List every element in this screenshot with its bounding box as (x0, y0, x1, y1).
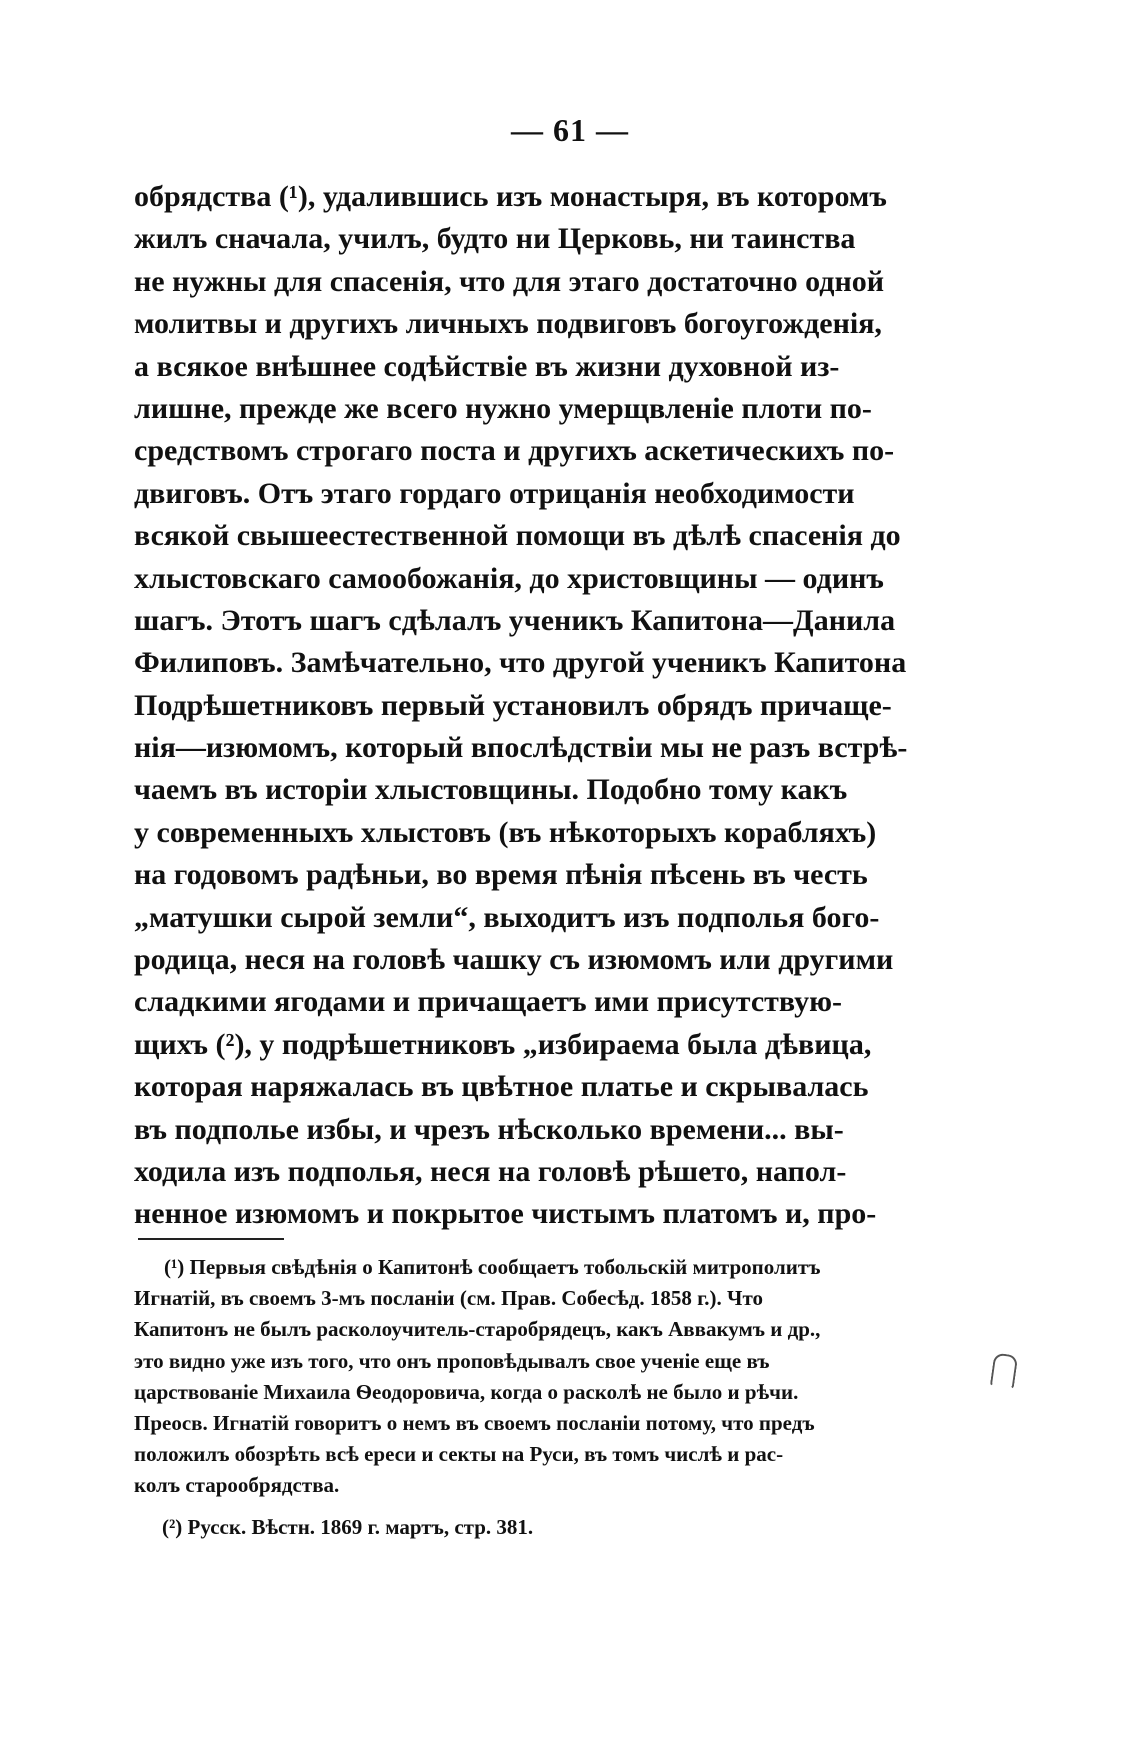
text-line: молитвы и другихъ личныхъ подвиговъ богоугожденія, (134, 307, 882, 341)
text-line: жилъ сначала, училъ, будто ни Церковь, ни таинства (134, 222, 856, 256)
text-line: Подрѣшетниковъ первый установилъ обрядъ причаще- (134, 688, 892, 722)
text-line: нія—изюмомъ, который впослѣдствіи мы не разъ встрѣ- (134, 731, 908, 765)
footnote-line: это видно уже изъ того, что онъ проповѣдывалъ свое ученіе еще въ (134, 1348, 770, 1373)
footnote-line: Капитонъ не былъ расколоучитель-старобрядецъ, какъ Аввакумъ и др., (134, 1317, 821, 1342)
text-line: чаемъ въ исторіи хлыстовщины. Подобно тому какъ (134, 773, 848, 807)
footnote-line: положилъ обозрѣть всѣ ереси и секты на Руси, въ томъ числѣ и рас- (134, 1442, 784, 1467)
text-line: хлыстовскаго самообожанія, до христовщины — одинъ (134, 561, 884, 595)
text-line: ненное изюмомъ и покрытое чистымъ платомъ и, про- (134, 1197, 877, 1231)
text-line: а всякое внѣшнее содѣйствіе въ жизни духовной из- (134, 349, 840, 383)
footnote-line: Игнатій, въ своемъ 3-мъ посланіи (см. Прав. Собесѣд. 1858 г.). Что (134, 1286, 763, 1311)
footnote-line: (¹) Первыя свѣдѣнія о Капитонѣ сообщаетъ тобольскій митрополитъ (164, 1255, 821, 1279)
margin-pencil-mark (990, 1352, 1018, 1389)
footnotes (134, 1252, 934, 1543)
text-line: ходила изъ подполья, неся на головѣ рѣшето, напол- (134, 1154, 847, 1188)
page-number: — 61 — (511, 112, 629, 148)
main-text (134, 176, 934, 1236)
text-line: Филиповъ. Замѣчательно, что другой ученикъ Капитона (134, 646, 907, 680)
text-line: въ подполье избы, и чрезъ нѣсколько времени... вы- (134, 1112, 844, 1146)
text-line: лишне, прежде же всего нужно умерщвленіе плоти по- (134, 391, 872, 425)
text-line: у современныхъ хлыстовъ (въ нѣкоторыхъ корабляхъ) (134, 815, 877, 849)
text-line: средствомъ строгаго поста и другихъ аскетическихъ по- (134, 434, 895, 468)
footnote-line: колъ старообрядства. (134, 1473, 340, 1498)
text-line: на годовомъ радѣньи, во время пѣнія пѣсень въ честь (134, 858, 868, 892)
text-line: всякой свышеестественной помощи въ дѣлѣ спасенія до (134, 519, 901, 553)
text-line: шагъ. Этотъ шагъ сдѣлалъ ученикъ Капитона—Данила (134, 603, 896, 637)
text-line: сладкими ягодами и причащаетъ ими присутствую- (134, 985, 843, 1019)
text-line: которая наряжалась въ цвѣтное платье и скрывалась (134, 1070, 869, 1104)
footnote-divider (138, 1238, 284, 1240)
text-line: родица, неся на головѣ чашку съ изюмомъ или другими (134, 943, 894, 977)
text-line: „матушки сырой земли“, выходитъ изъ подполья бого- (134, 900, 880, 934)
text-line: обрядства (¹), удалившись изъ монастыря, въ которомъ (134, 180, 887, 213)
footnote-line: Преосв. Игнатій говоритъ о немъ въ своемъ посланіи потому, что предъ (134, 1410, 815, 1435)
text-line: двиговъ. Отъ этаго гордаго отрицанія необходимости (134, 476, 855, 510)
footnote-line: царствованіе Михаила Ѳеодоровича, когда о расколѣ не было и рѣчи. (134, 1379, 799, 1404)
footnote-line: (²) Русск. Вѣстн. 1869 г. мартъ, стр. 381. (162, 1514, 534, 1539)
text-line: не нужны для спасенія, что для этаго достаточно одной (134, 264, 885, 298)
text-line: щихъ (²), у подрѣшетниковъ „избираема была дѣвица, (134, 1027, 872, 1061)
